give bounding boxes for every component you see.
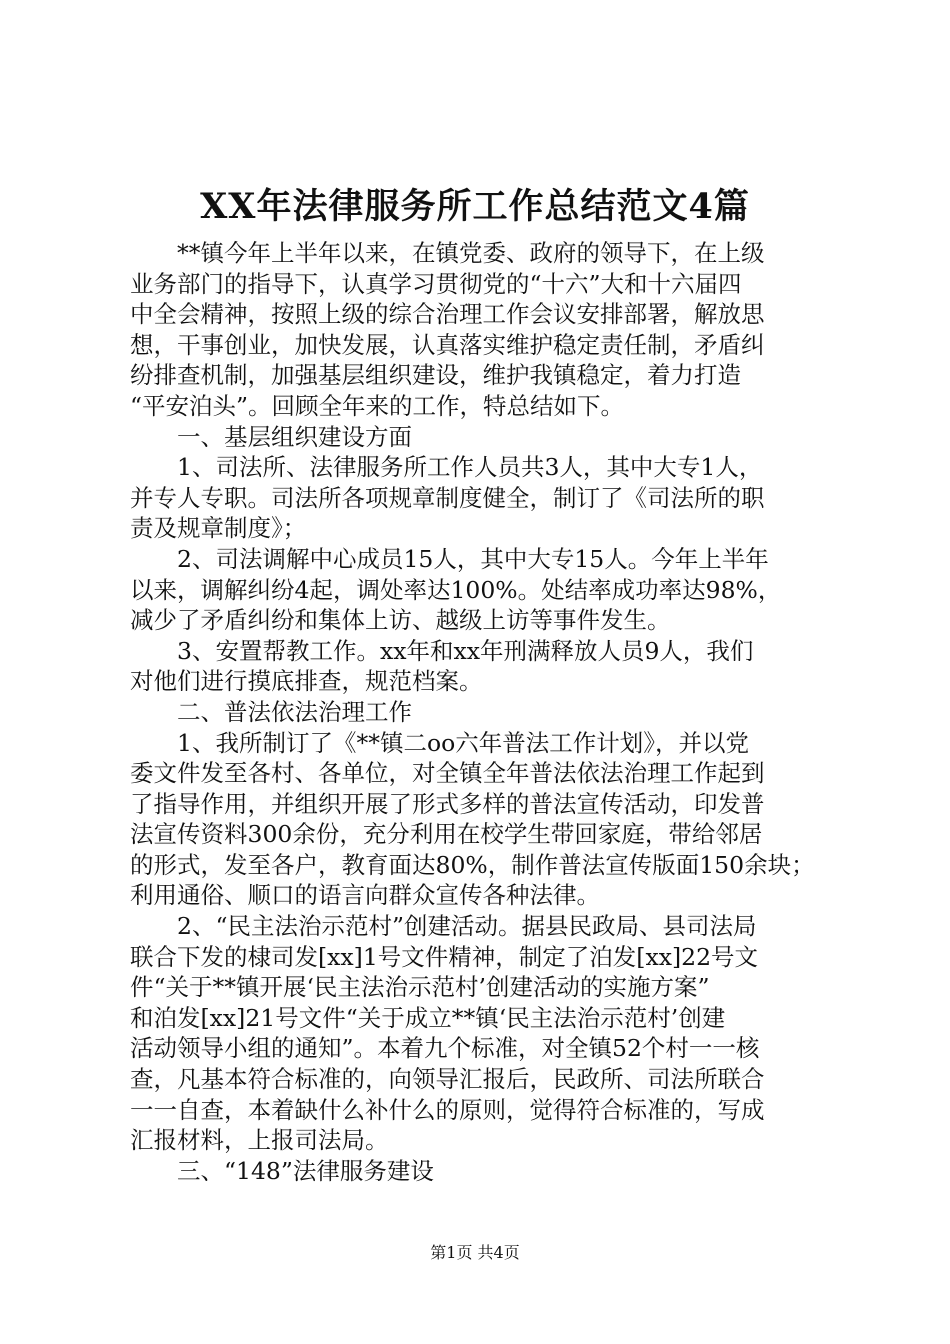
text-line: “平安泊头”。回顾全年来的工作，特总结如下。: [130, 391, 625, 420]
text-line: 一一自查，本着缺什么补什么的原则，觉得符合标准的，写成: [130, 1095, 765, 1124]
text-line: 1、我所制订了《**镇二oo六年普法工作计划》，并以党: [130, 728, 749, 757]
text-line: 了指导作用，并组织开展了形式多样的普法宣传活动，印发普: [130, 789, 765, 818]
text-line: 以来，调解纠纷4起，调处率达100%。处结率成功率达98%，: [130, 575, 782, 604]
text-line: 二、普法依法治理工作: [130, 697, 412, 726]
text-line: 3、安置帮教工作。xx年和xx年刑满释放人员9人，我们: [130, 636, 754, 665]
text-line: 汇报材料，上报司法局。: [130, 1126, 389, 1155]
text-line: 查，凡基本符合标准的，向领导汇报后，民政所、司法所联合: [130, 1065, 765, 1094]
page-footer: 第1页 共4页: [430, 1243, 520, 1262]
text-line: 1、司法所、法律服务所工作人员共3人，其中大专1人，: [130, 453, 763, 482]
text-line: 三、“148”法律服务建设: [130, 1156, 434, 1185]
text-line: 纷排查机制，加强基层组织建设，维护我镇稳定，着力打造: [130, 361, 741, 390]
text-line: 减少了矛盾纠纷和集体上访、越级上访等事件发生。: [130, 606, 671, 635]
text-line: 并专人专职。司法所各项规章制度健全，制订了《司法所的职: [130, 483, 765, 512]
text-line: 中全会精神，按照上级的综合治理工作会议安排部署，解放思: [130, 300, 765, 329]
text-line: 对他们进行摸底排查，规范档案。: [130, 667, 483, 696]
text-line: 业务部门的指导下，认真学习贯彻党的“十六”大和十六届四: [130, 269, 742, 298]
text-line: 联合下发的棣司发[xx]1号文件精神，制定了泊发[xx]22号文: [130, 942, 759, 971]
text-line: 的形式，发至各户，教育面达80%，制作普法宣传版面150余块；: [130, 850, 815, 879]
text-line: 和泊发[xx]21号文件“关于成立**镇‘民主法治示范村’创建: [130, 1003, 726, 1032]
document-title: XX年法律服务所工作总结范文4篇: [200, 186, 750, 227]
text-line: 法宣传资料300余份，充分利用在校学生带回家庭，带给邻居: [130, 820, 763, 849]
text-line: 件“关于**镇开展‘民主法治示范村’创建活动的实施方案”: [130, 973, 710, 1002]
text-line: 委文件发至各村、各单位，对全镇全年普法依法治理工作起到: [130, 759, 765, 788]
document-body: [130, 238, 842, 1186]
text-line: **镇今年上半年以来，在镇党委、政府的领导下，在上级: [130, 239, 765, 267]
text-line: 活动领导小组的通知”。本着九个标准，对全镇52个村一一核: [130, 1034, 760, 1063]
text-line: 责及规章制度》；: [130, 514, 307, 543]
text-line: 利用通俗、顺口的语言向群众宣传各种法律。: [130, 881, 600, 910]
text-line: 一、基层组织建设方面: [130, 422, 412, 451]
text-line: 2、“民主法治示范村”创建活动。据县民政局、县司法局: [130, 912, 757, 941]
text-line: 2、司法调解中心成员15人，其中大专15人。今年上半年: [130, 544, 769, 573]
text-line: 想，干事创业，加快发展，认真落实维护稳定责任制，矛盾纠: [130, 330, 765, 359]
